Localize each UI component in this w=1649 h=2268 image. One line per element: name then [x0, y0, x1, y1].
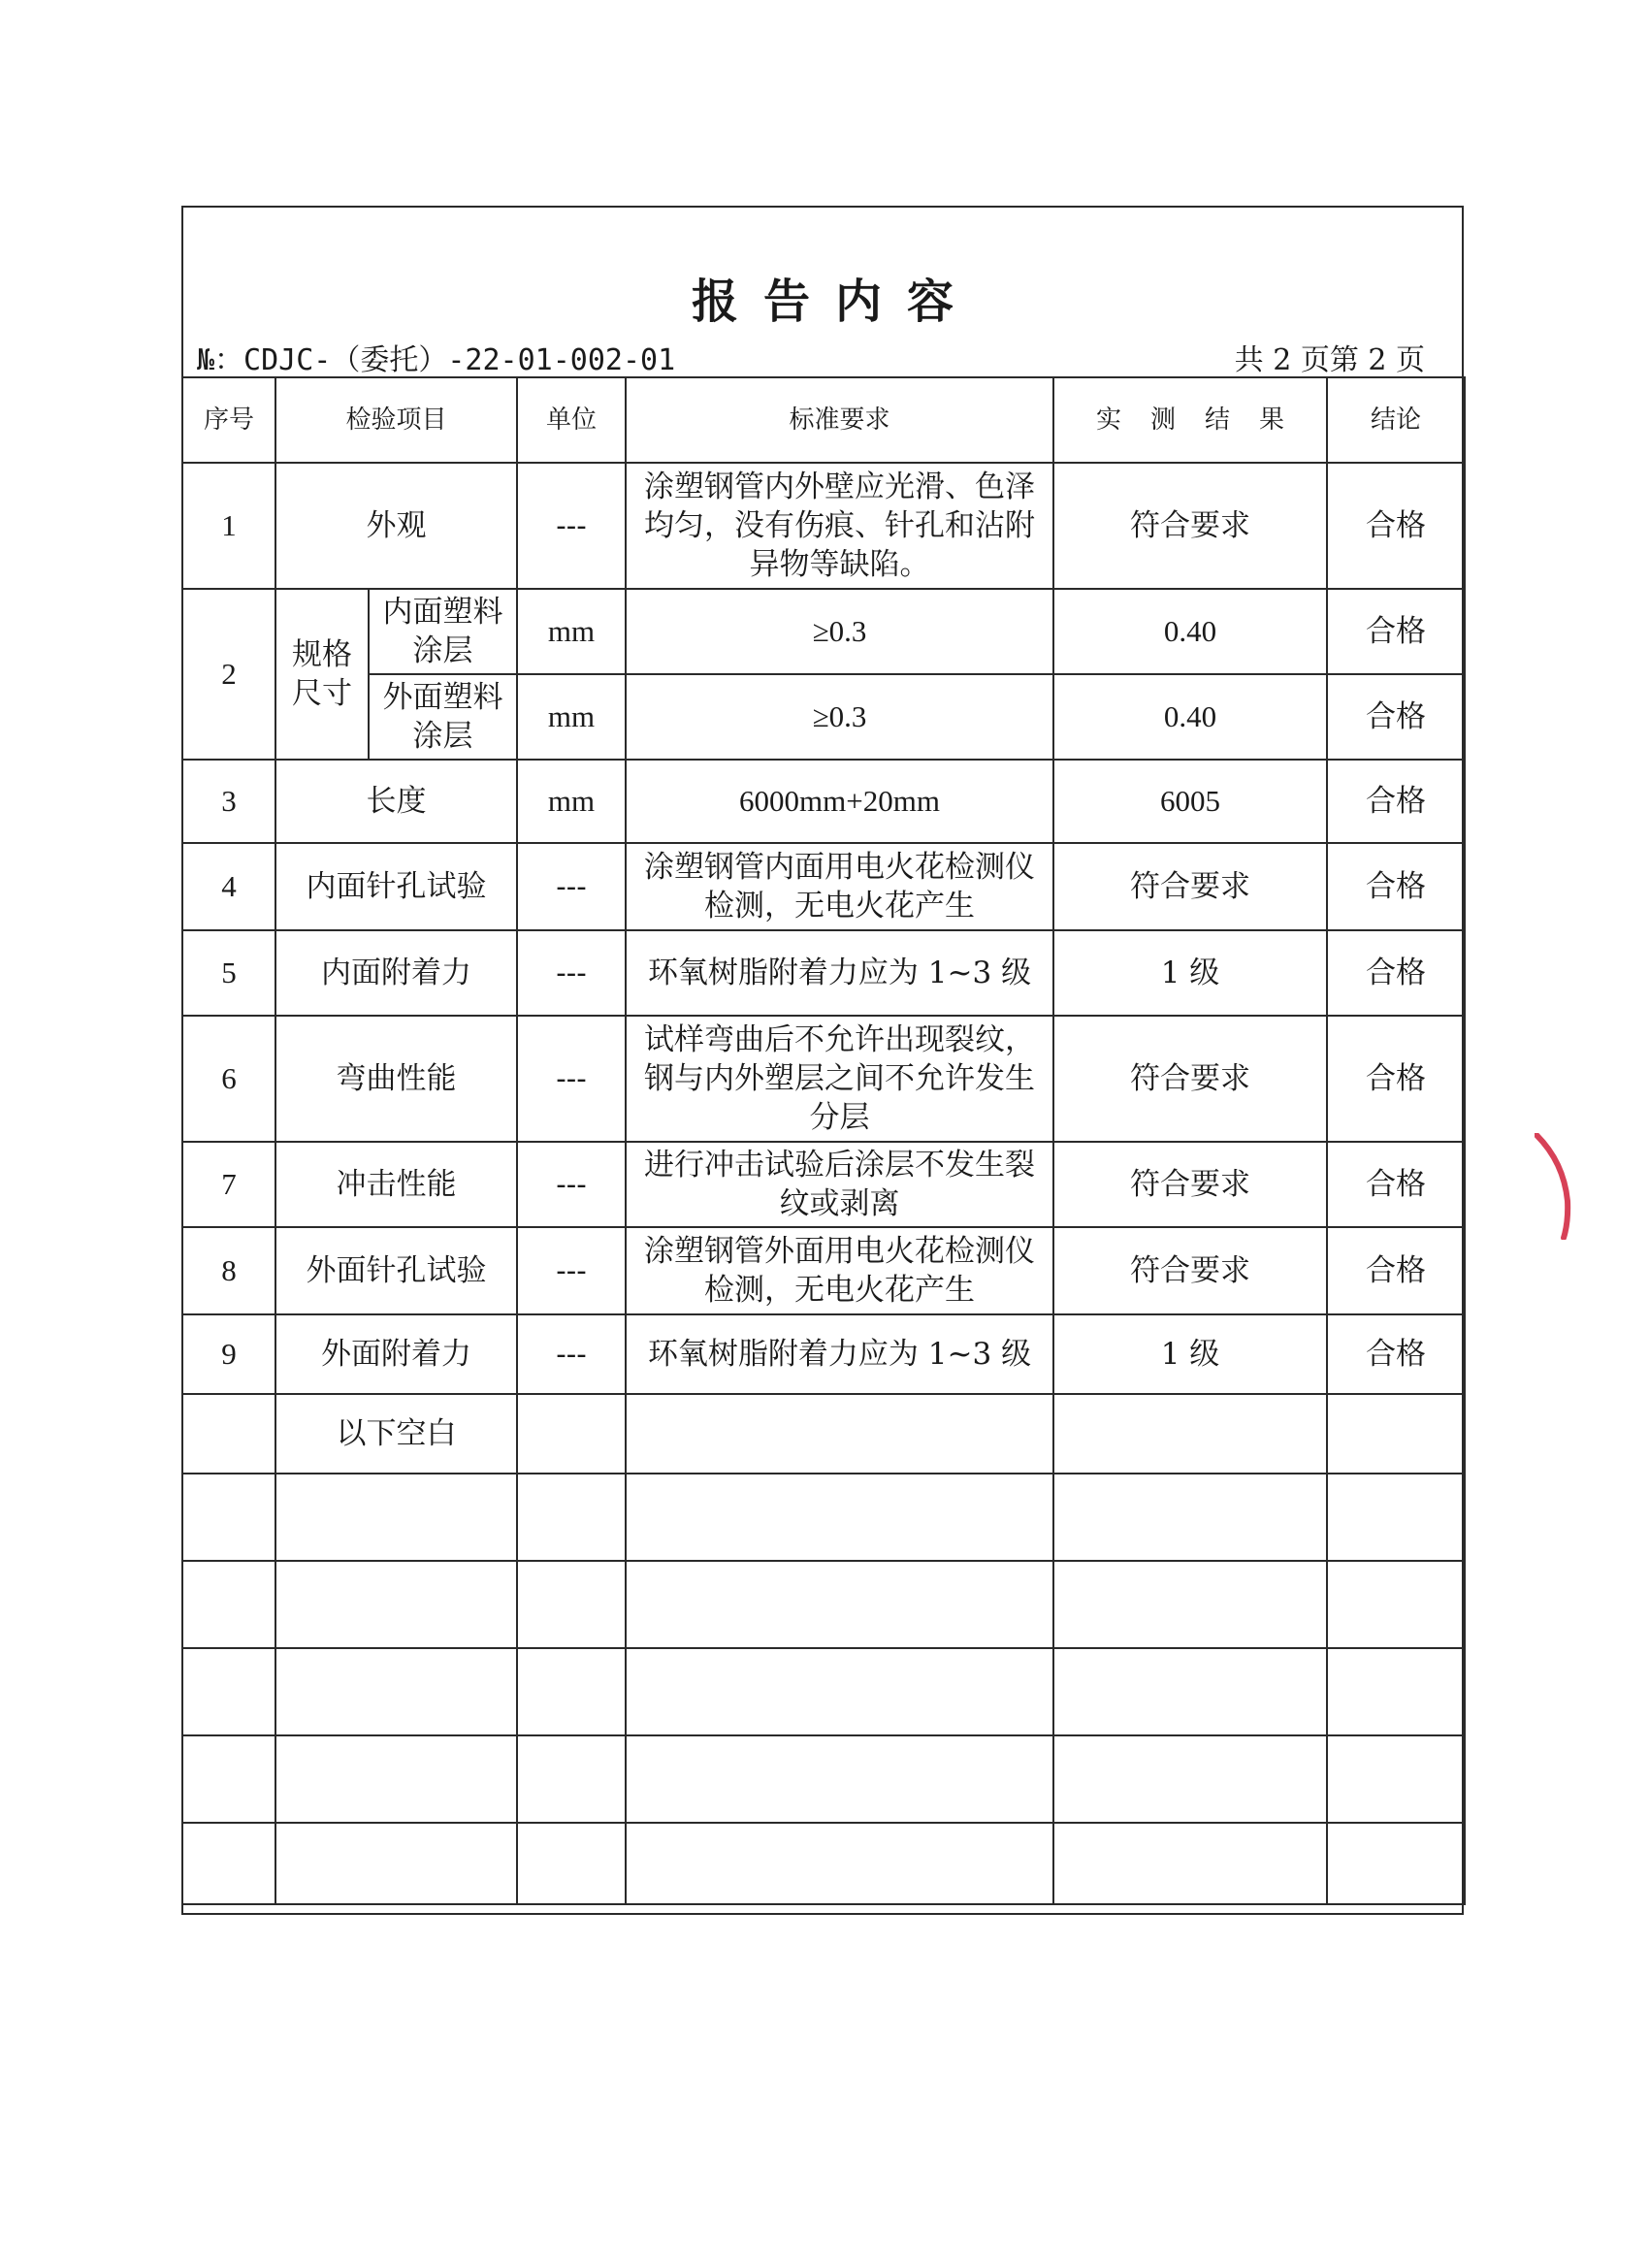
row-standard: 进行冲击试验后涂层不发生裂纹或剥离 [626, 1142, 1053, 1227]
row-standard: 6000mm+20mm [626, 760, 1053, 843]
blank-cell [1053, 1394, 1327, 1474]
row-unit: --- [517, 1314, 626, 1394]
header-result: 实测结果 [1053, 377, 1327, 463]
document-number: №：CDJC-（委托）-22-01-002-01 [197, 343, 676, 377]
table-row [182, 674, 1465, 760]
row-standard: 环氧树脂附着力应为 1~3 级 [626, 1314, 1053, 1394]
row-unit: --- [517, 1142, 626, 1227]
blank-cell [1053, 1823, 1327, 1904]
row-item: 冲击性能 [275, 1142, 517, 1227]
row-conclusion: 合格 [1327, 1016, 1465, 1142]
row-seq: 2 [182, 589, 275, 760]
blank-cell [1053, 1648, 1327, 1735]
row-unit: mm [517, 674, 626, 760]
row-result: 符合要求 [1053, 843, 1327, 930]
row-conclusion: 合格 [1327, 760, 1465, 843]
blank-cell [1327, 1648, 1465, 1735]
table-row [182, 1142, 1465, 1227]
row-result: 符合要求 [1053, 1227, 1327, 1314]
blank-row [182, 1394, 1465, 1474]
row-seq: 7 [182, 1142, 275, 1227]
row-group: 规格尺寸 [275, 589, 369, 760]
blank-row [182, 1823, 1465, 1904]
table-row [182, 843, 1465, 930]
blank-cell [517, 1394, 626, 1474]
blank-cell [1053, 1474, 1327, 1561]
row-item: 长度 [275, 760, 517, 843]
blank-cell [275, 1474, 517, 1561]
blank-row [182, 1735, 1465, 1823]
row-conclusion: 合格 [1327, 1227, 1465, 1314]
row-item: 内面附着力 [275, 930, 517, 1016]
table-row [182, 760, 1465, 843]
blank-row [182, 1648, 1465, 1735]
row-standard: ≥0.3 [626, 589, 1053, 674]
header-conclusion: 结论 [1327, 377, 1465, 463]
row-result: 符合要求 [1053, 1142, 1327, 1227]
blank-cell [275, 1823, 517, 1904]
row-item: 外面附着力 [275, 1314, 517, 1394]
row-seq: 4 [182, 843, 275, 930]
row-unit: mm [517, 760, 626, 843]
blank-cell [182, 1561, 275, 1648]
report-title: 报告内容 [691, 275, 979, 329]
blank-cell [1327, 1561, 1465, 1648]
blank-cell [1327, 1394, 1465, 1474]
blank-row [182, 1474, 1465, 1561]
blank-cell [182, 1394, 275, 1474]
blank-cell [1327, 1474, 1465, 1561]
row-item: 外观 [275, 463, 517, 589]
header-standard: 标准要求 [626, 377, 1053, 463]
blank-cell [626, 1561, 1053, 1648]
row-conclusion: 合格 [1327, 674, 1465, 760]
row-result: 0.40 [1053, 674, 1327, 760]
row-item: 外面针孔试验 [275, 1227, 517, 1314]
blank-cell [1327, 1735, 1465, 1823]
row-item: 内面针孔试验 [275, 843, 517, 930]
row-unit: --- [517, 843, 626, 930]
blank-cell [517, 1823, 626, 1904]
header-seq: 序号 [182, 377, 275, 463]
blank-cell [517, 1474, 626, 1561]
row-unit: --- [517, 1016, 626, 1142]
table-row [182, 1314, 1465, 1394]
blank-cell [626, 1648, 1053, 1735]
blank-cell [275, 1735, 517, 1823]
row-conclusion: 合格 [1327, 1142, 1465, 1227]
page-info: 共 2 页第 2 页 [1234, 343, 1425, 377]
report-frame [181, 206, 1464, 1915]
blank-cell [182, 1648, 275, 1735]
row-seq: 9 [182, 1314, 275, 1394]
row-conclusion: 合格 [1327, 589, 1465, 674]
row-seq: 5 [182, 930, 275, 1016]
row-standard: 试样弯曲后不允许出现裂纹，钢与内外塑层之间不允许发生分层 [626, 1016, 1053, 1142]
table-row [182, 463, 1465, 589]
blank-cell [626, 1735, 1053, 1823]
blank-cell [517, 1561, 626, 1648]
blank-row [182, 1561, 1465, 1648]
row-conclusion: 合格 [1327, 1314, 1465, 1394]
table-row [182, 930, 1465, 1016]
blank-cell [182, 1474, 275, 1561]
row-seq: 1 [182, 463, 275, 589]
blank-cell [182, 1823, 275, 1904]
blank-cell [1053, 1561, 1327, 1648]
row-seq: 8 [182, 1227, 275, 1314]
blank-cell [182, 1735, 275, 1823]
row-unit: --- [517, 463, 626, 589]
header-item: 检验项目 [275, 377, 517, 463]
row-subitem: 外面塑料涂层 [369, 674, 517, 760]
row-standard: ≥0.3 [626, 674, 1053, 760]
blank-cell [626, 1474, 1053, 1561]
row-result: 1 级 [1053, 930, 1327, 1016]
row-seq: 3 [182, 760, 275, 843]
blank-cell [626, 1394, 1053, 1474]
row-item: 弯曲性能 [275, 1016, 517, 1142]
seal-fragment [1535, 1133, 1573, 1240]
blank-cell [1327, 1823, 1465, 1904]
table-row [182, 1016, 1465, 1142]
row-unit: --- [517, 930, 626, 1016]
blank-cell [1053, 1735, 1327, 1823]
row-conclusion: 合格 [1327, 843, 1465, 930]
row-result: 6005 [1053, 760, 1327, 843]
row-unit: mm [517, 589, 626, 674]
row-result: 符合要求 [1053, 463, 1327, 589]
row-conclusion: 合格 [1327, 463, 1465, 589]
inspection-table [181, 376, 1466, 1905]
row-subitem: 内面塑料涂层 [369, 589, 517, 674]
row-result: 1 级 [1053, 1314, 1327, 1394]
blank-note: 以下空白 [275, 1394, 517, 1474]
blank-cell [517, 1735, 626, 1823]
blank-cell [626, 1823, 1053, 1904]
row-standard: 涂塑钢管内面用电火花检测仪检测，无电火花产生 [626, 843, 1053, 930]
blank-cell [517, 1648, 626, 1735]
blank-cell [275, 1561, 517, 1648]
table-row [182, 1227, 1465, 1314]
blank-cell [275, 1648, 517, 1735]
table-header-row [182, 377, 1465, 463]
row-standard: 环氧树脂附着力应为 1~3 级 [626, 930, 1053, 1016]
row-result: 0.40 [1053, 589, 1327, 674]
row-standard: 涂塑钢管外面用电火花检测仪检测，无电火花产生 [626, 1227, 1053, 1314]
row-unit: --- [517, 1227, 626, 1314]
row-result: 符合要求 [1053, 1016, 1327, 1142]
row-standard: 涂塑钢管内外壁应光滑、色泽均匀，没有伤痕、针孔和沾附异物等缺陷。 [626, 463, 1053, 589]
table-row [182, 589, 1465, 674]
row-seq: 6 [182, 1016, 275, 1142]
row-conclusion: 合格 [1327, 930, 1465, 1016]
header-unit: 单位 [517, 377, 626, 463]
